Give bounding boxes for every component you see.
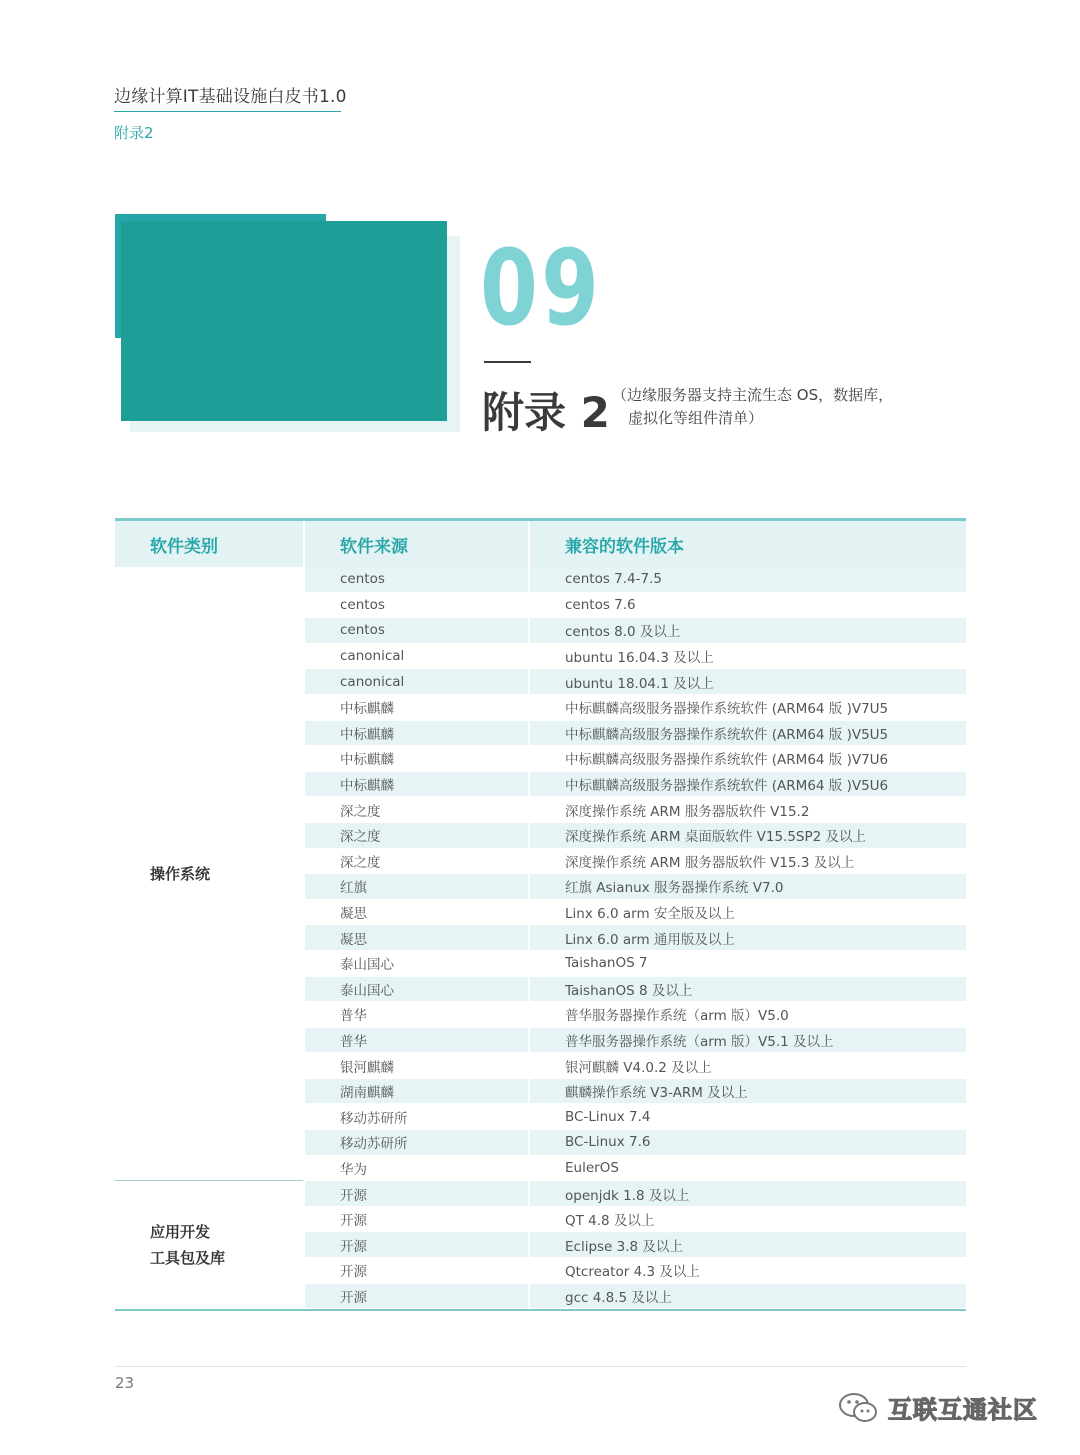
wechat-icon — [838, 1391, 880, 1425]
version-cell: BC-Linux 7.4 — [529, 1104, 966, 1130]
section-label: 附录2 — [114, 124, 154, 142]
version-cell: 中标麒麟高级服务器操作系统软件 (ARM64 版 )V5U5 — [529, 720, 966, 746]
version-cell: 中标麒麟高级服务器操作系统软件 (ARM64 版 )V7U5 — [529, 694, 966, 720]
source-cell: 中标麒麟 — [304, 771, 529, 797]
source-cell: 银河麒麟 — [304, 1053, 529, 1079]
category-label: 工具包及库 — [150, 1248, 226, 1267]
version-cell: Qtcreator 4.3 及以上 — [529, 1258, 966, 1284]
version-cell: centos 8.0 及以上 — [529, 618, 966, 644]
version-cell: BC-Linux 7.6 — [529, 1130, 966, 1156]
version-cell: 深度操作系统 ARM 服务器版软件 V15.3 及以上 — [529, 848, 966, 874]
source-cell: centos — [304, 618, 529, 644]
watermark — [838, 1390, 1038, 1425]
chapter-number: 09 — [480, 227, 603, 349]
version-cell: 中标麒麟高级服务器操作系统软件 (ARM64 版 )V7U6 — [529, 746, 966, 772]
title-underline — [114, 111, 341, 112]
source-cell: 红旗 — [304, 874, 529, 900]
source-cell: canonical — [304, 643, 529, 669]
source-cell: 开源 — [304, 1283, 529, 1309]
version-cell: ubuntu 16.04.3 及以上 — [529, 643, 966, 669]
document-title: 边缘计算IT基础设施白皮书1.0 — [114, 87, 347, 107]
version-cell: QT 4.8 及以上 — [529, 1206, 966, 1232]
version-cell: 红旗 Asianux 服务器操作系统 V7.0 — [529, 874, 966, 900]
source-cell: centos — [304, 567, 529, 592]
table-header-row — [115, 520, 966, 568]
version-cell: 普华服务器操作系统（arm 版）V5.0 — [529, 1002, 966, 1028]
source-cell: 移动苏研所 — [304, 1104, 529, 1130]
header-category: 软件类别 — [115, 520, 304, 568]
source-cell: 开源 — [304, 1206, 529, 1232]
page-number: 23 — [115, 1374, 135, 1392]
source-cell: 华为 — [304, 1155, 529, 1181]
version-cell: openjdk 1.8 及以上 — [529, 1181, 966, 1207]
appendix-description-line-1: （边缘服务器支持主流生态 OS，数据库， — [612, 386, 894, 404]
category-cell — [115, 567, 304, 1181]
source-cell: 中标麒麟 — [304, 746, 529, 772]
header-source: 软件来源 — [304, 520, 529, 568]
version-cell: Linx 6.0 arm 安全版及以上 — [529, 899, 966, 925]
version-cell: 麒麟操作系统 V3-ARM 及以上 — [529, 1078, 966, 1104]
version-cell: Eclipse 3.8 及以上 — [529, 1232, 966, 1258]
source-cell: 开源 — [304, 1181, 529, 1207]
compatibility-table — [115, 518, 966, 1309]
source-cell: 深之度 — [304, 848, 529, 874]
version-cell: EulerOS — [529, 1155, 966, 1181]
source-cell: 中标麒麟 — [304, 694, 529, 720]
source-cell: 移动苏研所 — [304, 1130, 529, 1156]
version-cell: gcc 4.8.5 及以上 — [529, 1283, 966, 1309]
source-cell: 泰山国心 — [304, 976, 529, 1002]
category-label: 操作系统 — [150, 864, 211, 883]
category-label: 应用开发 — [150, 1222, 211, 1241]
version-cell: 普华服务器操作系统（arm 版）V5.1 及以上 — [529, 1027, 966, 1053]
version-cell: 中标麒麟高级服务器操作系统软件 (ARM64 版 )V5U6 — [529, 771, 966, 797]
source-cell: 深之度 — [304, 797, 529, 823]
table-bottom-rule — [115, 1309, 966, 1311]
version-cell: 银河麒麟 V4.0.2 及以上 — [529, 1053, 966, 1079]
version-cell: 深度操作系统 ARM 服务器版软件 V15.2 — [529, 797, 966, 823]
version-cell: TaishanOS 8 及以上 — [529, 976, 966, 1002]
appendix-description — [612, 384, 912, 430]
version-cell: centos 7.6 — [529, 592, 966, 618]
category-cell — [115, 1181, 304, 1309]
chapter-block — [121, 221, 447, 421]
table-row — [115, 1181, 966, 1207]
version-cell: 深度操作系统 ARM 桌面版软件 V15.5SP2 及以上 — [529, 822, 966, 848]
source-cell: 中标麒麟 — [304, 720, 529, 746]
source-cell: 普华 — [304, 1002, 529, 1028]
source-cell: 湖南麒麟 — [304, 1078, 529, 1104]
source-cell: 凝思 — [304, 899, 529, 925]
source-cell: 凝思 — [304, 925, 529, 951]
source-cell: canonical — [304, 669, 529, 695]
version-cell: centos 7.4-7.5 — [529, 567, 966, 592]
watermark-text: 互联互通社区 — [888, 1396, 1038, 1424]
appendix-description-line-2: 虚拟化等组件清单） — [628, 409, 764, 427]
footer-divider — [115, 1366, 966, 1367]
version-cell: Linx 6.0 arm 通用版及以上 — [529, 925, 966, 951]
header-version: 兼容的软件版本 — [529, 520, 966, 568]
table-body — [115, 567, 966, 1309]
source-cell: 深之度 — [304, 822, 529, 848]
version-cell: TaishanOS 7 — [529, 950, 966, 976]
chapter-divider — [484, 361, 531, 363]
source-cell: 开源 — [304, 1258, 529, 1284]
appendix-heading: 附录 2 — [482, 388, 610, 437]
table-row — [115, 567, 966, 592]
source-cell: 开源 — [304, 1232, 529, 1258]
source-cell: 泰山国心 — [304, 950, 529, 976]
source-cell: centos — [304, 592, 529, 618]
source-cell: 普华 — [304, 1027, 529, 1053]
version-cell: ubuntu 18.04.1 及以上 — [529, 669, 966, 695]
